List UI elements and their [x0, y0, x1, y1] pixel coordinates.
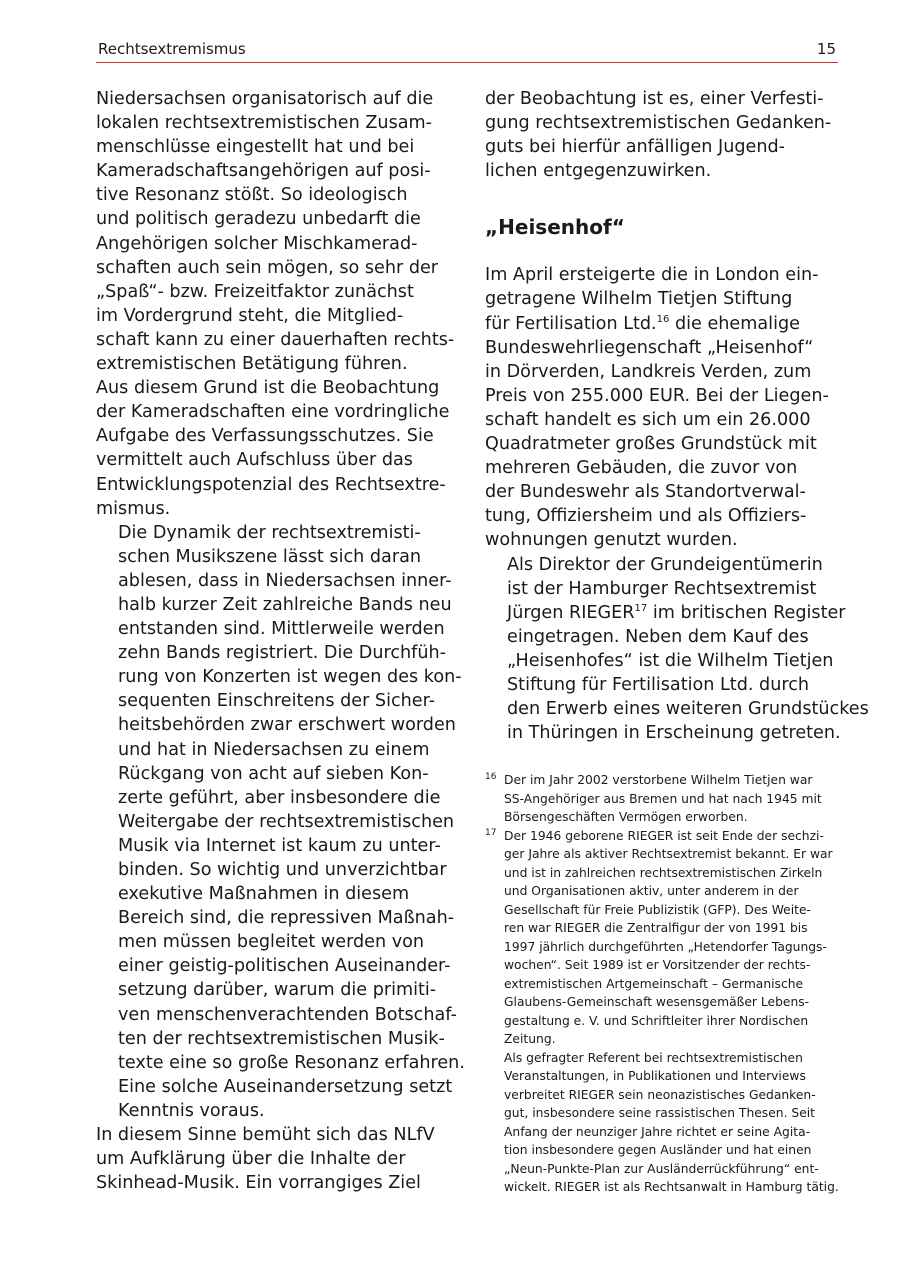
page-number: 15 [816, 40, 836, 58]
footnotes [485, 771, 841, 1197]
left-column [96, 87, 465, 1195]
right-column [485, 87, 869, 1197]
header-title: Rechtsextremismus [98, 40, 246, 58]
paragraph-direktor: Als Direktor der Grundeigentümerin ist der Hamburger Rechtsextremist Jürgen RIEGER$^{17}$ im britischen Register eingetragen. Neben dem Kauf des „Heisenhofes“ ist die Wilhelm Tietjen Stiftung für Fertilisation Ltd. durch den Erwerb eines weiteren Grundstückes in Thüringen in Erscheinung getreten. [507, 554, 869, 744]
footnote-ref-16[interactable]: 16 [656, 313, 670, 325]
section-heading: „Heisenhof“ [485, 215, 625, 240]
paragraph-musikszene: Die Dynamik der rechtsextremisti- schen Musikszene lässt sich daran ablesen, dass in Niedersachsen inner- halb kurzer Zeit zahlreiche Bands neu entstanden sind. Mittlerweile werden zehn Bands registriert. Die Durchfüh- rung von Konzerten ist wegen des kon- sequenten Einschreitens der Sicher- heitsbehörden zwar erschwert worden und hat in Niedersachsen zu einem Rückgang von acht auf sieben Kon- zerte geführt, aber insbesondere die Weitergabe der rechtsextremistischen Musik via Internet ist kaum zu unter- binden. So wichtig und unverzichtbar exekutive Maßnahmen in diesem Bereich sind, die repressiven Maßnah- men müssen begleitet werden von einer geistig-politischen Auseinander- setzung darüber, warum die primiti- ven menschenverachtenden Botschaf- ten der rechtsextremistischen Musik- texte eine so große Resonanz erfahren. Eine solche Auseinandersetzung setzt Kenntnis voraus. [118, 522, 465, 1121]
footnote-number: 17 [485, 827, 497, 838]
footnote-text: Der 1946 geborene RIEGER ist seit Ende der sechzi- ger Jahre als aktiver Rechtsextremist bekannt. Er war und ist in zahlreichen rechtsextremistischen Zirkeln und Organisationen aktiv, unter anderem in der Gesellschaft für Freie Publizistik (GFP). Des Weite- ren war RIEGER die Zentralfigur der von 1991 bis 1997 jährlich durchgeführten „Hetendorfer Tagungs- wochen“. Seit 1989 ist er Vorsitzender der rechts- extremistischen Artgemeinschaft – Germanische Glaubens-Gemeinschaft wesensgemäßer Lebens- gestaltung e. V. und Schriftleiter ihrer Nordischen Zeitung. Als gefragter Referent bei rechtsextremistischen Veranstaltungen, in Publikationen und Interviews verbreitet RIEGER sein neonazistisches Gedanken- gut, insbesondere seine rassistischen Thesen. Seit Anfang der neunziger Jahre richtet er seine Agita- tion insbesondere gegen Ausländer und hat einen „Neun-Punkte-Plan zur Ausländerrückführung“ ent- wickelt. RIEGER ist als Rechtsanwalt in Hamburg tätig. [504, 828, 839, 1195]
paragraph-continuation: der Beobachtung ist es, einer Verfesti- gung rechtsextremistischen Gedanken- guts bei hierfür anfälligen Jugend- lichen entgegenzuwirken. [485, 89, 832, 182]
footnote-16 [485, 771, 841, 827]
paragraph-kameradschaften: Niedersachsen organisatorisch auf die lokalen rechtsextremistischen Zusam- menschlüsse eingestellt hat und bei Kameradschaftsangehörigen auf posi- tive Resonanz stößt. So ideologisch und politisch geradezu unbedarft die Angehörigen solcher Mischkamerad- schaften auch sein mögen, so sehr der „Spaß“- bzw. Freizeitfaktor zunächst im Vordergrund steht, die Mitglied- schaft kann zu einer dauerhaften rechts- extremistischen Betätigung führen. Aus diesem Grund ist die Beobachtung der Kameradschaften eine vordringliche Aufgabe des Verfassungsschutzes. Sie vermittelt auch Aufschluss über das Entwicklungspotenzial des Rechtsextre- mismus. [96, 89, 455, 519]
footnote-ref-17[interactable]: 17 [634, 602, 648, 614]
footnote-number: 16 [485, 772, 497, 783]
running-header [96, 40, 838, 63]
paragraph-heisenhof: Im April ersteigerte die in London ein- getragene Wilhelm Tietjen Stiftung für Fertilisation Ltd.$^{16}$ die ehemalige Bundeswehrliegenschaft „Heisenhof“ in Dörverden, Landkreis Verden, zum Preis von 255.000 EUR. Bei der Liegen- schaft handelt es sich um ein 26.000 Quadratmeter großes Grundstück mit mehreren Gebäuden, die zuvor von der Bundeswehr als Standortverwal- tung, Offiziersheim und als Offiziers- wohnungen genutzt wurden. [485, 265, 829, 551]
footnote-17 [485, 827, 841, 1197]
footnote-text: Der im Jahr 2002 verstorbene Wilhelm Tietjen war SS-Angehöriger aus Bremen und hat nach 1945 mit Börsengeschäften Vermögen erworben. [504, 773, 822, 825]
paragraph-nlfv: In diesem Sinne bemüht sich das NLfV um Aufklärung über die Inhalte der Skinhead-Musik. Ein vorrangiges Ziel [96, 1125, 435, 1194]
